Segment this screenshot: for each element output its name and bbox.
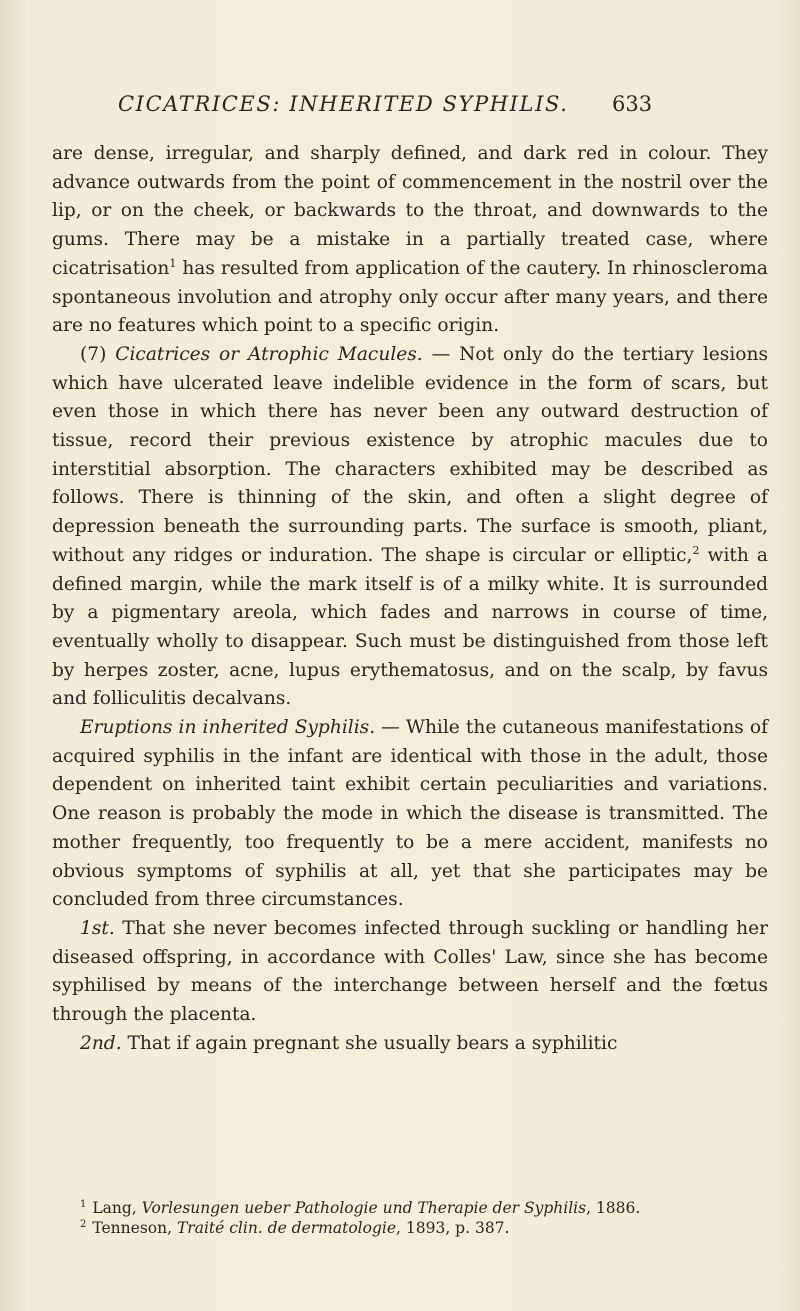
running-head-title: CICATRICES: INHERITED SYPHILIS. [118,92,569,116]
footnote-1 [52,1198,768,1218]
footnote-mark: 2 [80,1218,87,1230]
footnote-work: Traité clin. de dermatologie [176,1219,397,1237]
paragraph-text: — While the cutaneous manifestations of acquired syphilis in the infant are identical with those in the adult, those dependent on inherited taint exhibit certain peculiarities and variations. One reason is probably the mode in which the disease is transmitted. The mother frequently, too frequently to be a mere accident, manifests no obvious symptoms of syphilis at all, yet that she participates may be concluded from three circumstances. [52,717,768,911]
paragraph-inherited-syphilis [52,714,768,915]
footnote-details: , 1886. [586,1199,641,1217]
paragraph-text: with a defined margin, while the mark itself is of a milky white. It is surrounded by a pigmentary areola, which fades and narrows in course of time, eventually wholly to disappear. Such must be distinguished from those left by herpes zoster, acne, lupus erythematosus, and on the scalp, by favus and folliculitis decalvans. [52,544,769,710]
footnotes [52,1198,768,1238]
paragraph-text: That she never becomes infected through suckling or handling her diseased offspring, in accordance with Colles' Law, since she has become syphilised by means of the interchange between herself and the fœtus through the placenta. [52,917,768,1026]
paragraph-text: — Not only do the tertiary lesions which have ulcerated leave indelible evidence in the form of scars, but even those in which there has never been any outward destruction of tissue, record their previous existence by atrophic macules due to interstitial absorption. The characters exhibited may be described as follows. There is thinning of the skin, and often a slight degree of depression beneath the surrounding parts. The surface is smooth, pliant, without any ridges or induration. The shape is circular or elliptic, [52,343,769,566]
footnote-work: Vorlesungen ueber Pathologie und Therapie der Syphilis [141,1199,587,1217]
paragraph-text: are dense, irregular, and sharply defined, and dark red in colour. They advance outwards from the point of commencement in the nostril over the lip, or on the cheek, or backwards to the throat, and downwards to the gums. There may be a mistake in a partially treated case, where cicatrisation [52,143,768,279]
paragraph-atrophic-macules [52,341,768,714]
footnote-details: , 1893, p. 387. [396,1219,510,1237]
body-text [52,140,768,1059]
footnote-ref-1: 1 [169,256,177,270]
paragraph-rhinoscleroma [52,140,768,341]
footnote-author: Lang, [92,1199,142,1217]
footnote-ref-2: 2 [692,543,700,557]
section-heading-atrophic-macules: Cicatrices or Atrophic Macules. [115,343,423,365]
paragraph-text: That if again pregnant she usually bears a syphilitic [121,1032,618,1054]
footnote-author: Tenneson, [92,1219,177,1237]
running-head [0,92,800,124]
paragraph-second-circumstance [52,1030,768,1059]
enumeration-label: 2nd. [80,1032,122,1054]
footnote-2 [52,1218,768,1238]
section-number: (7) [80,343,116,365]
paragraph-first-circumstance [52,915,768,1030]
page-number: 633 [612,92,653,116]
enumeration-label: 1st. [80,917,115,939]
paragraph-text: has resulted from application of the cautery. In rhinoscleroma spontaneous involution and atrophy only occur after many years, and there are no features which point to a specific origin. [52,257,768,337]
footnote-mark: 1 [80,1198,87,1210]
section-heading-inherited-syphilis: Eruptions in inherited Syphilis. [80,717,376,739]
